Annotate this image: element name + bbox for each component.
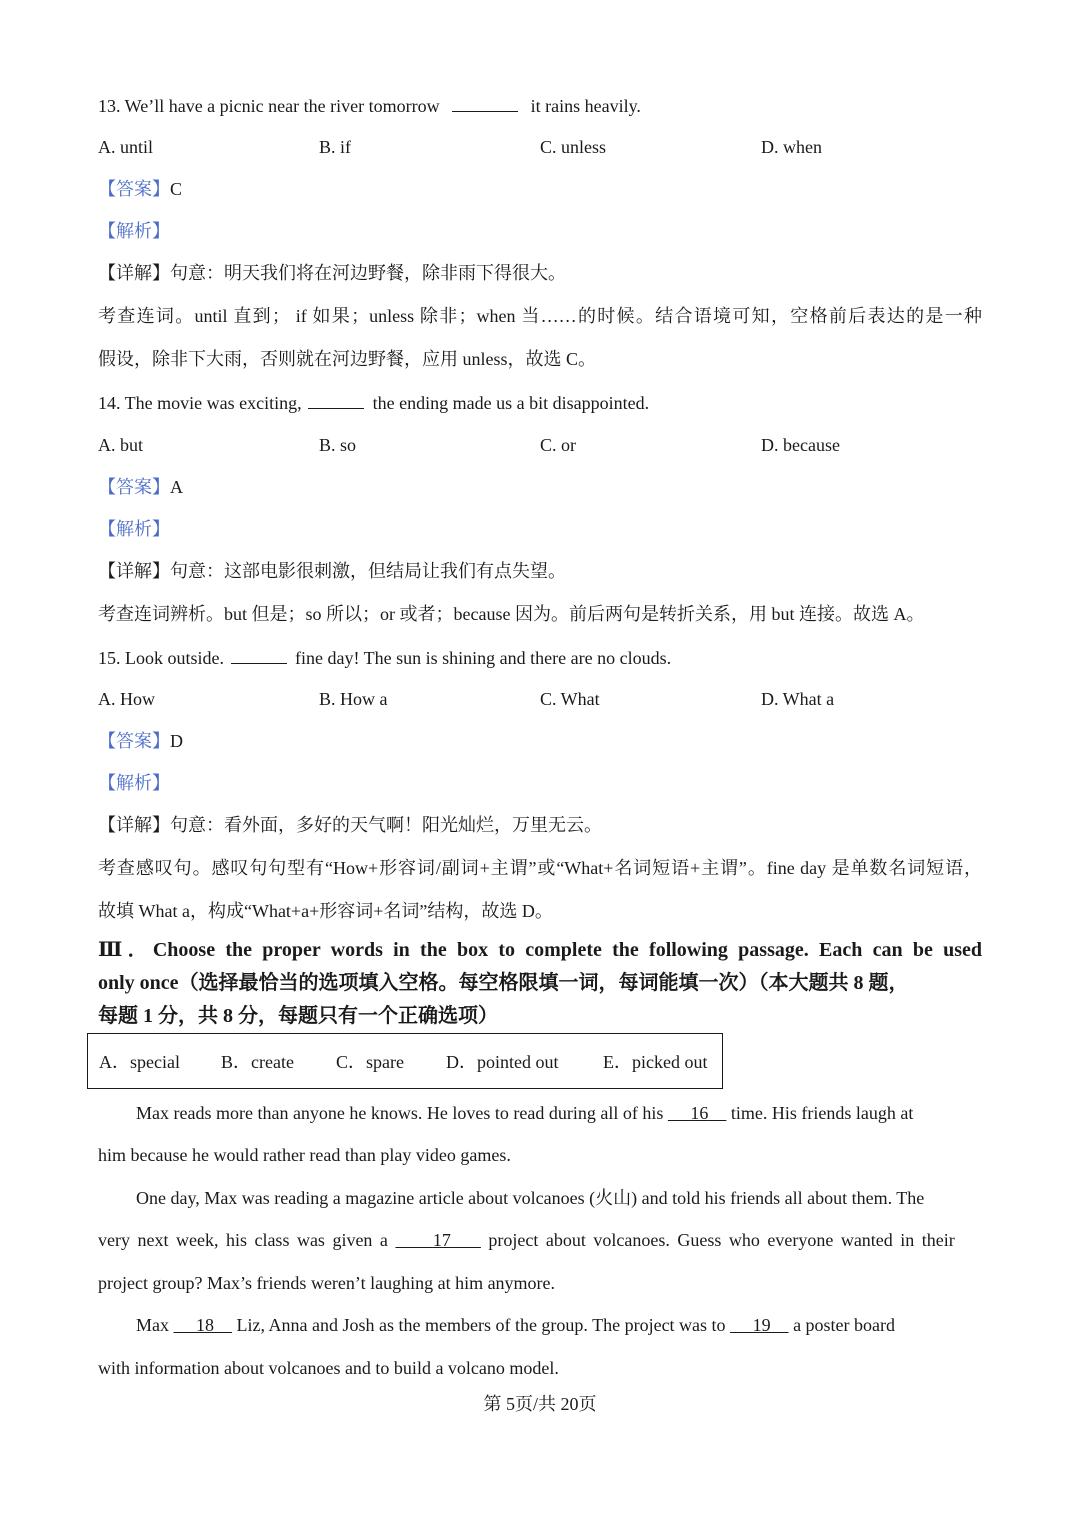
passage-text: time. His friends laugh at <box>730 1103 914 1123</box>
box-option-c: C．spare <box>336 1052 404 1072</box>
passage-text: Max reads more than anyone he knows. He loves to read during all of his <box>136 1103 664 1123</box>
q14-option-b: B. so <box>319 435 357 455</box>
passage-text: project about volcanoes. Guess who everyone wanted in their <box>488 1230 955 1250</box>
q15-detail <box>98 813 602 837</box>
q14-stem-before: 14. The movie was exciting, <box>98 393 302 413</box>
q13-answer-value: C <box>170 179 183 199</box>
box-option-b: B．create <box>221 1052 294 1072</box>
q15-stem-after: fine day! The sun is shining and there are no clouds. <box>295 648 672 668</box>
passage-p1-line1 <box>136 1101 913 1125</box>
q14-option-a: A. but <box>98 435 143 455</box>
q13-stem-after: it rains heavily. <box>530 96 641 116</box>
q15-answer-value: D <box>170 731 183 751</box>
box-option-a: A．special <box>99 1052 180 1072</box>
passage-p3-line1 <box>136 1313 895 1337</box>
q14-analysis-tag: 【解析】 <box>98 519 170 539</box>
passage-text: Liz, Anna and Josh as the members of the group. The project was to <box>236 1315 726 1335</box>
q15-option-b: B. How a <box>319 689 388 709</box>
q15-stem <box>98 645 671 670</box>
q15-explain-2: 故填 What a，构成“What+a+形容词+名词”结构，故选 D。 <box>98 901 553 921</box>
box-option-e: E．picked out <box>603 1052 708 1072</box>
q13-stem <box>98 93 641 118</box>
q15-analysis-tag: 【解析】 <box>98 773 170 793</box>
blank-17 <box>395 1230 481 1250</box>
q13-detail-text: 句意：明天我们将在河边野餐，除非雨下得很大。 <box>170 263 566 283</box>
passage-p2-line1: One day, Max was reading a magazine article about volcanoes (火山) and told his friends all about them. The <box>136 1188 925 1208</box>
passage-p3-line2: with information about volcanoes and to build a volcano model. <box>98 1358 559 1378</box>
detail-tag: 【详解】 <box>98 815 170 835</box>
section3-heading-line2 <box>98 971 909 995</box>
passage-p2-line2 <box>98 1228 955 1252</box>
passage-text: very next week, his class was given a <box>98 1230 388 1250</box>
page-number-footer: 第 5页/共 20页 <box>483 1394 597 1414</box>
answer-tag: 【答案】 <box>98 477 170 497</box>
q14-explain-1: 考查连词辨析。but 但是；so 所以；or 或者；because 因为。前后两句是转折关系，用 but 连接。故选 A。 <box>98 604 925 624</box>
q15-detail-text: 句意：看外面，多好的天气啊！阳光灿烂，万里无云。 <box>170 815 602 835</box>
q13-analysis-tag: 【解析】 <box>98 221 170 241</box>
passage-text: Max <box>136 1315 169 1335</box>
passage-p2-line3: project group? Max’s friends weren’t laughing at him anymore. <box>98 1273 556 1293</box>
detail-tag: 【详解】 <box>98 263 170 283</box>
q13-option-d: D. when <box>761 137 822 157</box>
section3-heading-line3: 每题 1 分，共 8 分，每题只有一个正确选项） <box>98 1005 498 1027</box>
q13-answer <box>98 177 182 201</box>
q14-answer-value: A <box>170 477 183 497</box>
q14-options <box>98 433 982 457</box>
box-option-d: D．pointed out <box>446 1052 559 1072</box>
q15-answer <box>98 729 183 753</box>
q15-option-c: C. What <box>540 689 600 709</box>
q14-answer <box>98 475 183 499</box>
blank-19-number: 19 <box>752 1315 771 1335</box>
blank-18-number: 18 <box>196 1315 214 1335</box>
q13-option-c: C. unless <box>540 137 607 157</box>
q15-stem-before: 15. Look outside. <box>98 648 224 668</box>
passage-text: a poster board <box>793 1315 896 1335</box>
q14-option-d: D. because <box>761 435 840 455</box>
q15-option-d: D. What a <box>761 689 835 709</box>
q15-explain-1: 考查感叹句。感叹句句型有“How+形容词/副词+主谓”或“What+名词短语+主谓”。fine day 是单数名词短语， <box>98 858 982 878</box>
blank-16 <box>668 1103 727 1123</box>
q13-explain-2: 假设，除非下大雨，否则就在河边野餐，应用 unless，故选 C。 <box>98 349 597 369</box>
passage-p1-line2: him because he would rather read than play video games. <box>98 1145 511 1165</box>
q13-option-a: A. until <box>98 137 154 157</box>
q14-option-c: C. or <box>540 435 576 455</box>
q13-blank <box>452 93 518 112</box>
blank-18 <box>174 1315 233 1335</box>
section3-heading-line1: Ⅲ．Choose the proper words in the box to complete the following passage. Each can be used <box>98 939 982 961</box>
q13-detail <box>98 261 566 285</box>
word-box <box>87 1033 723 1089</box>
section3-heading-en: only once <box>98 972 179 994</box>
q13-explain-1: 考查连词。until 直到； if 如果；unless 除非；when 当……的时候。结合语境可知，空格前后表达的是一种 <box>98 306 982 326</box>
q15-blank <box>231 645 287 664</box>
blank-17-number: 17 <box>432 1230 451 1250</box>
q13-options <box>98 135 982 159</box>
q13-option-b: B. if <box>319 137 352 157</box>
detail-tag: 【详解】 <box>98 561 170 581</box>
blank-19 <box>730 1315 789 1335</box>
q15-options <box>98 687 982 711</box>
answer-tag: 【答案】 <box>98 731 170 751</box>
q13-stem-before: 13. We’ll have a picnic near the river tomorrow <box>98 96 440 116</box>
q14-stem-after: the ending made us a bit disappointed. <box>372 393 650 413</box>
q14-blank <box>308 390 364 409</box>
q14-stem <box>98 390 649 415</box>
q15-option-a: A. How <box>98 689 155 709</box>
blank-16-number: 16 <box>690 1103 709 1123</box>
answer-tag: 【答案】 <box>98 179 170 199</box>
section3-heading-cn: （选择最恰当的选项填入空格。每空格限填一词，每词能填一次）（本大题共 8 题， <box>178 972 909 994</box>
q14-detail <box>98 559 566 583</box>
q14-detail-text: 句意：这部电影很刺激，但结局让我们有点失望。 <box>170 561 566 581</box>
